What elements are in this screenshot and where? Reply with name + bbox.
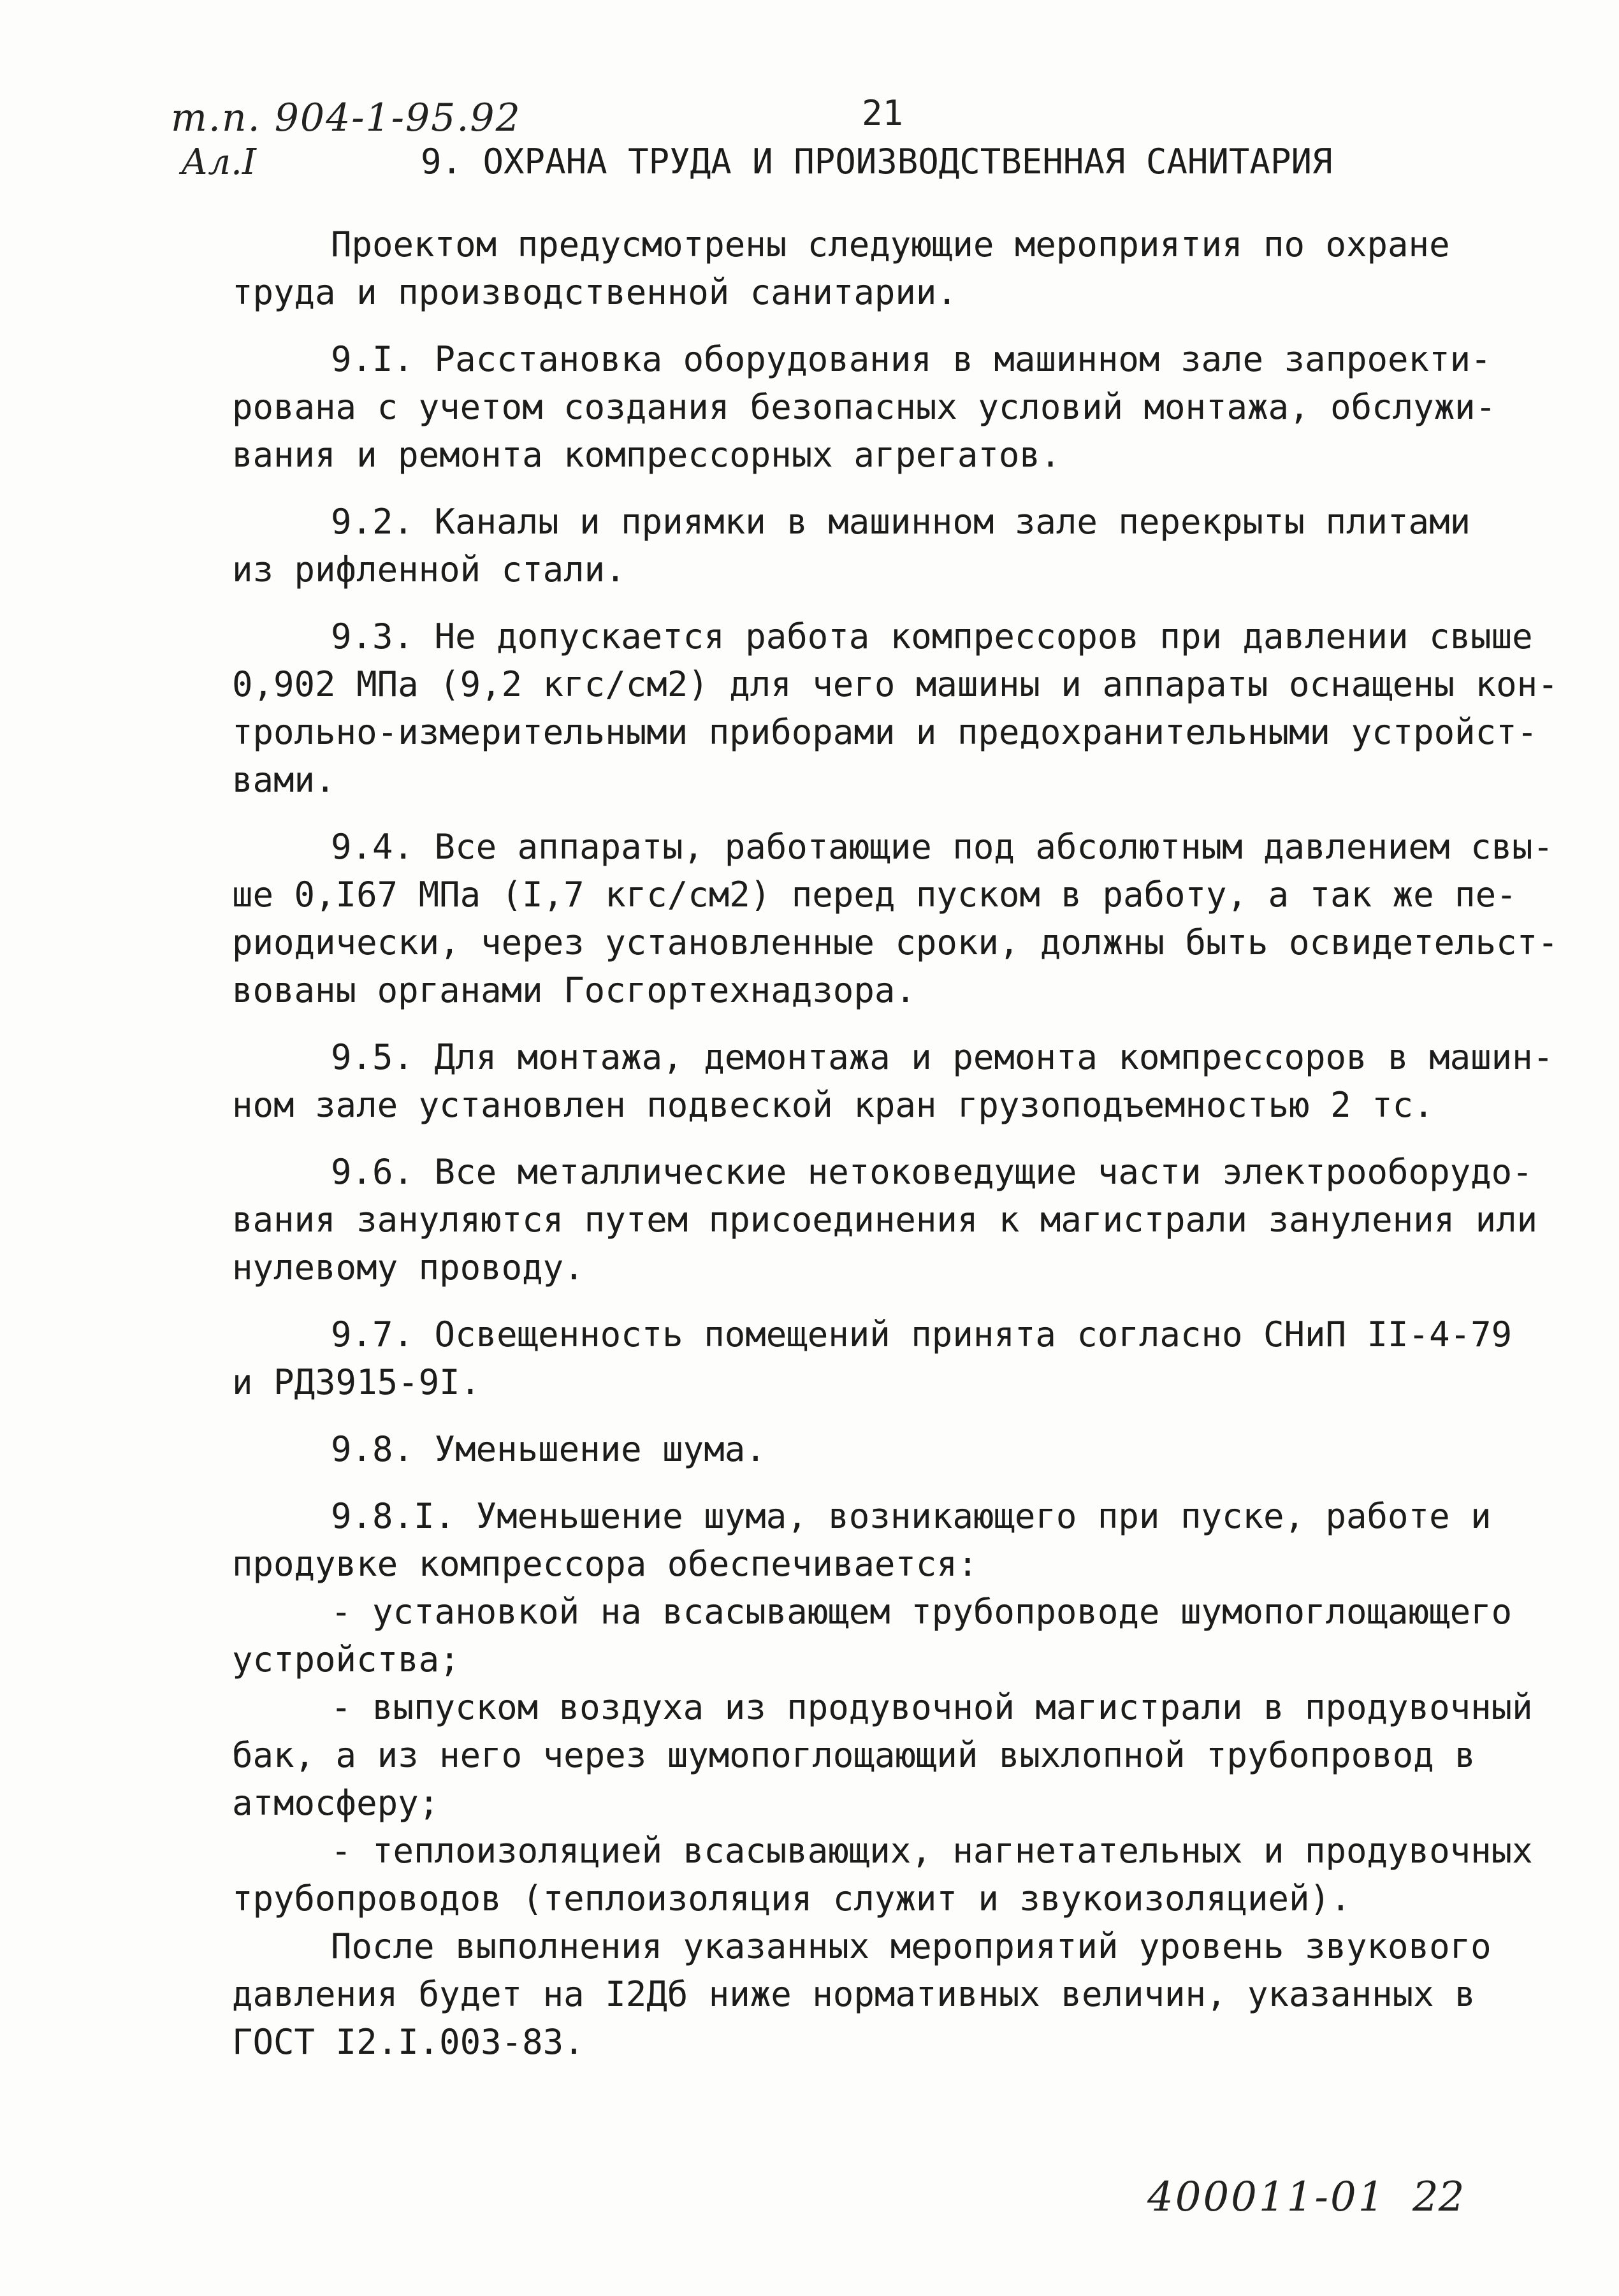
page-number: 21 <box>862 93 904 133</box>
handwritten-album-label: Ал.I <box>181 142 256 183</box>
text-line: давления будет на I2Дб ниже нормативных величин, указанных в <box>232 1974 1476 2014</box>
intro-paragraph <box>232 221 1500 316</box>
text-line: - установкой на всасывающем трубопроводе шумопоглощающего <box>331 1592 1513 1632</box>
text-line: атмосферу; <box>232 1783 440 1823</box>
clause-9-5 <box>232 1033 1554 1129</box>
text-line: вами. <box>232 760 336 800</box>
text-line: Проектом предусмотрены следующие мероприятия по охране <box>331 224 1450 265</box>
text-line: рована с учетом создания безопасных условий монтажа, обслужи- <box>232 387 1497 427</box>
clause-9-4 <box>232 823 1558 1014</box>
text-line: После выполнения указанных мероприятий уровень звукового <box>331 1926 1492 1966</box>
text-line: вованы органами Госгортехнадзора. <box>232 970 916 1010</box>
list-item <box>232 1827 1533 1922</box>
text-line: - выпуском воздуха из продувочной магистрали в продувочный <box>331 1687 1533 1727</box>
text-line: ГОСТ I2.I.003-83. <box>232 2022 584 2062</box>
text-line: - теплоизоляцией всасывающих, нагнетательных и продувочных <box>331 1831 1533 1871</box>
text-line: устройства; <box>232 1639 460 1680</box>
text-line: вания и ремонта компрессорных агрегатов. <box>232 435 1061 475</box>
clause-9-8-1 <box>232 1492 1533 2066</box>
text-line: 9.2. Каналы и приямки в машинном зале перекрыты плитами <box>331 502 1471 542</box>
clause-9-8 <box>232 1425 1500 1473</box>
list-item <box>232 1683 1533 1827</box>
conclusion-paragraph <box>232 1922 1500 2066</box>
text-line: вания зануляются путем присоединения к магистрали зануления или <box>232 1200 1538 1240</box>
document-body <box>232 221 1558 2066</box>
text-line: труда и производственной санитарии. <box>232 272 957 312</box>
text-line: бак, а из него через шумопоглощающий выхлопной трубопровод в <box>232 1735 1476 1775</box>
text-line: 9.3. Не допускается работа компрессоров при давлении свыше <box>331 616 1533 657</box>
text-line: 9.4. Все аппараты, работающие под абсолютным давлением свы- <box>331 827 1554 867</box>
clause-9-6 <box>232 1148 1538 1291</box>
clause-9-3 <box>232 613 1558 804</box>
text-line: ше 0,I67 МПа (I,7 кгс/см2) перед пуском в работу, а так же пе- <box>232 875 1517 915</box>
text-line: и РД3915-9I. <box>232 1362 481 1402</box>
text-line: ном зале установлен подвеской кран грузоподъемностью 2 тс. <box>232 1085 1434 1125</box>
text-line: 0,902 МПа (9,2 кгс/см2) для чего машины и аппараты оснащены кон- <box>232 664 1558 704</box>
handwritten-stamp-number: 400011-01 <box>1147 2174 1386 2221</box>
text-line: 9.I. Расстановка оборудования в машинном зале запроекти- <box>331 339 1492 379</box>
text-line: 9.7. Освещенность помещений принята согласно СНиП II-4-79 <box>331 1314 1513 1355</box>
text-line: трольно-измерительными приборами и предохранительными устройст- <box>232 712 1538 752</box>
text-line: трубопроводов (теплоизоляция служит и звукоизоляцией). <box>232 1878 1351 1919</box>
clause-9-1 <box>232 335 1500 479</box>
text-line: продувке компрессора обеспечивается: <box>232 1544 978 1584</box>
text-line: 9.6. Все металлические нетоковедущие части электрооборудо- <box>331 1152 1533 1192</box>
text-line: 9.8. Уменьшение шума. <box>331 1429 766 1469</box>
clause-9-2 <box>232 498 1500 593</box>
text-line: 9.5. Для монтажа, демонтажа и ремонта компрессоров в машин- <box>331 1037 1554 1077</box>
text-line: риодически, через установленные сроки, должны быть освидетельст- <box>232 922 1558 963</box>
text-line: 9.8.I. Уменьшение шума, возникающего при пуске, работе и <box>331 1496 1492 1536</box>
handwritten-sheet-number: 22 <box>1412 2174 1465 2221</box>
list-item <box>232 1588 1513 1683</box>
clause-9-7 <box>232 1311 1513 1406</box>
section-title: 9. ОХРАНА ТРУДА И ПРОИЗВОДСТВЕННАЯ САНИТАРИЯ <box>421 142 1333 182</box>
handwritten-doc-code: т.п. 904-1-95.92 <box>171 96 521 140</box>
text-line: нулевому проводу. <box>232 1247 584 1288</box>
text-line: из рифленной стали. <box>232 549 626 590</box>
